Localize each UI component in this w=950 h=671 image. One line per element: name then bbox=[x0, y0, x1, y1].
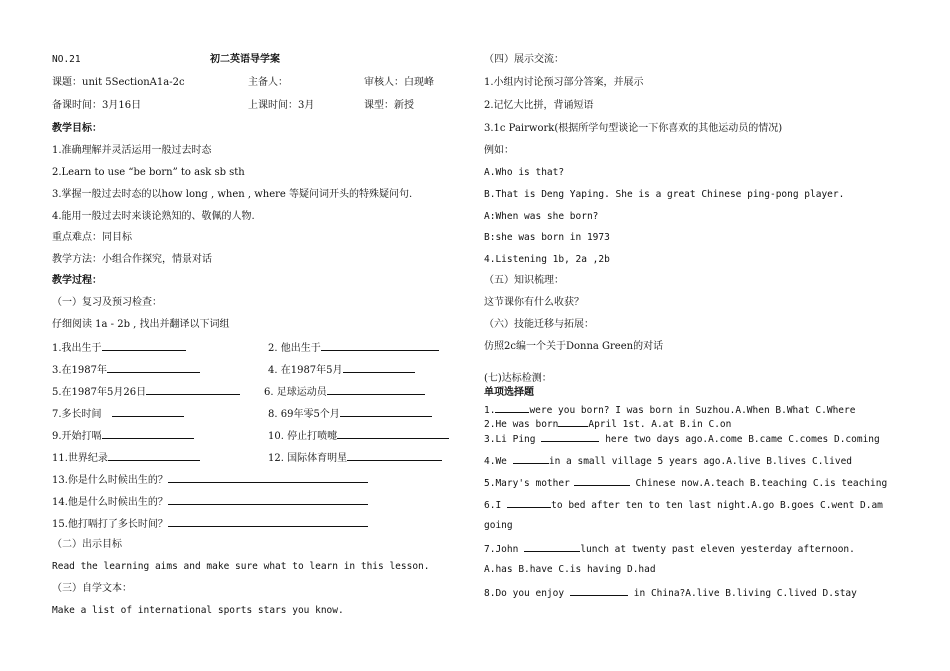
quiz-question: 7.John lunch at twenty past eleven yesterday afternoon. bbox=[484, 541, 855, 557]
section3-heading: （三）自学文本： bbox=[52, 583, 132, 594]
answer-blank[interactable] bbox=[541, 431, 599, 442]
section6-heading: （六）技能迁移与拓展： bbox=[484, 319, 594, 330]
section1-instruction: 仔细阅读 1a - 2b , 找出并翻译以下词组 bbox=[52, 319, 230, 330]
phrase-item: 5.在1987年5月26日 bbox=[52, 384, 240, 400]
listening-item: 4.Listening 1b, 2a ,2b bbox=[484, 254, 610, 265]
quiz-question: 8.Do you enjoy in China?A.live B.living C.lived D.stay bbox=[484, 585, 857, 601]
section5-heading: （五）知识梳理： bbox=[484, 275, 564, 286]
translation-question: 14.他是什么时候出生的？ bbox=[52, 494, 368, 510]
section4-item: 2.记忆大比拼，背诵短语 bbox=[484, 100, 594, 111]
answer-blank[interactable] bbox=[168, 516, 368, 527]
section4-item: 1.小组内讨论预习部分答案，并展示 bbox=[484, 77, 644, 88]
answer-blank[interactable] bbox=[574, 475, 630, 486]
quiz-question-continued: going bbox=[484, 520, 513, 531]
section7-subheading: 单项选择题 bbox=[484, 387, 534, 398]
section1-heading: （一）复习及预习检查： bbox=[52, 297, 162, 308]
phrase-item: 8. 69年零5个月 bbox=[268, 406, 432, 422]
doc-title: 初二英语导学案 bbox=[210, 54, 280, 65]
example-label: 例如： bbox=[484, 145, 514, 156]
prep-time: 备课时间：3月16日 bbox=[52, 100, 142, 111]
preparer: 主备人： bbox=[248, 77, 288, 88]
quiz-question: 2.He was born April 1st. A.at B.in C.on bbox=[484, 416, 731, 432]
phrase-item: 11.世界纪录 bbox=[52, 450, 200, 466]
aims-heading: 教学目标： bbox=[52, 123, 102, 134]
dialogue-line: A.Who is that? bbox=[484, 167, 565, 178]
phrase-item: 7.多长时间 bbox=[52, 406, 184, 422]
answer-blank[interactable] bbox=[524, 541, 580, 552]
section2-text: Read the learning aims and make sure what to learn in this lesson. bbox=[52, 561, 430, 572]
phrase-item: 2. 他出生于 bbox=[268, 340, 439, 356]
section6-text: 仿照2c编一个关于Donna Green的对话 bbox=[484, 341, 664, 352]
answer-blank[interactable] bbox=[337, 428, 449, 439]
answer-blank[interactable] bbox=[146, 384, 240, 395]
phrase-item: 12. 国际体育明星 bbox=[268, 450, 442, 466]
answer-blank[interactable] bbox=[102, 340, 186, 351]
quiz-question: 3.Li Ping here two days ago.A.come B.came C.comes D.coming bbox=[484, 431, 880, 447]
section4-heading: （四）展示交流： bbox=[484, 54, 564, 65]
aim-item: 2.Learn to use “be born” to ask sb sth bbox=[52, 167, 245, 178]
translation-question: 15.他打嗝打了多长时间？ bbox=[52, 516, 368, 532]
section2-heading: （二）出示目标 bbox=[52, 539, 122, 550]
answer-blank[interactable] bbox=[112, 406, 184, 417]
quiz-question: 1. were you born? I was born in Suzhou.A.When B.What C.Where bbox=[484, 402, 855, 418]
answer-blank[interactable] bbox=[102, 428, 194, 439]
aim-item: 3.掌握一般过去时态的以how long , when , where 等疑问词开头的特殊疑问句. bbox=[52, 189, 413, 200]
process-heading: 教学过程： bbox=[52, 275, 102, 286]
answer-blank[interactable] bbox=[340, 406, 432, 417]
answer-blank[interactable] bbox=[347, 450, 442, 461]
doc-number: NO.21 bbox=[52, 54, 81, 65]
phrase-item: 6. 足球运动员 bbox=[264, 384, 425, 400]
dialogue-line: A:When was she born? bbox=[484, 211, 599, 222]
aim-item: 1.准确理解并灵活运用一般过去时态 bbox=[52, 145, 212, 156]
teaching-methods: 教学方法：小组合作探究，情景对话 bbox=[52, 254, 212, 265]
answer-blank[interactable] bbox=[327, 384, 425, 395]
answer-blank[interactable] bbox=[507, 497, 551, 508]
class-time: 上课时间：3月 bbox=[248, 100, 315, 111]
key-points: 重点难点：同目标 bbox=[52, 232, 132, 243]
answer-blank[interactable] bbox=[108, 450, 200, 461]
answer-blank[interactable] bbox=[570, 585, 628, 596]
answer-blank[interactable] bbox=[168, 494, 368, 505]
lesson-type: 课型：新授 bbox=[364, 100, 414, 111]
quiz-options: A.has B.have C.is having D.had bbox=[484, 564, 656, 575]
phrase-item: 10. 停止打喷嚏 bbox=[268, 428, 449, 444]
dialogue-line: B.That is Deng Yaping. She is a great Chinese ping-pong player. bbox=[484, 189, 845, 200]
translation-question: 13.你是什么时候出生的？ bbox=[52, 472, 368, 488]
section7-heading: (七)达标检测： bbox=[484, 373, 552, 384]
reviewer: 审核人：白现峰 bbox=[364, 77, 434, 88]
phrase-item: 4. 在1987年5月 bbox=[268, 362, 415, 378]
answer-blank[interactable] bbox=[321, 340, 439, 351]
section5-text: 这节课你有什么收获？ bbox=[484, 297, 584, 308]
quiz-question: 5.Mary's mother Chinese now.A.teach B.teaching C.is teaching bbox=[484, 475, 887, 491]
quiz-question: 4.We in a small village 5 years ago.A.live B.lives C.lived bbox=[484, 453, 852, 469]
answer-blank[interactable] bbox=[558, 416, 588, 427]
answer-blank[interactable] bbox=[168, 472, 368, 483]
section3-text: Make a list of international sports stars you know. bbox=[52, 605, 344, 616]
phrase-item: 1.我出生于 bbox=[52, 340, 186, 356]
quiz-question: 6.I to bed after ten to ten last night.A.go B.goes C.went D.am bbox=[484, 497, 883, 513]
answer-blank[interactable] bbox=[343, 362, 415, 373]
phrase-item: 9.开始打嗝 bbox=[52, 428, 194, 444]
answer-blank[interactable] bbox=[495, 402, 529, 413]
answer-blank[interactable] bbox=[513, 453, 549, 464]
topic: 课题：unit 5SectionA1a-2c bbox=[52, 77, 185, 88]
phrase-item: 3.在1987年 bbox=[52, 362, 200, 378]
section4-item: 3.1c Pairwork(根据所学句型谈论一下你喜欢的其他运动员的情况) bbox=[484, 123, 783, 134]
dialogue-line: B:she was born in 1973 bbox=[484, 232, 610, 243]
answer-blank[interactable] bbox=[107, 362, 200, 373]
aim-item: 4.能用一般过去时来谈论熟知的、敬佩的人物. bbox=[52, 211, 255, 222]
